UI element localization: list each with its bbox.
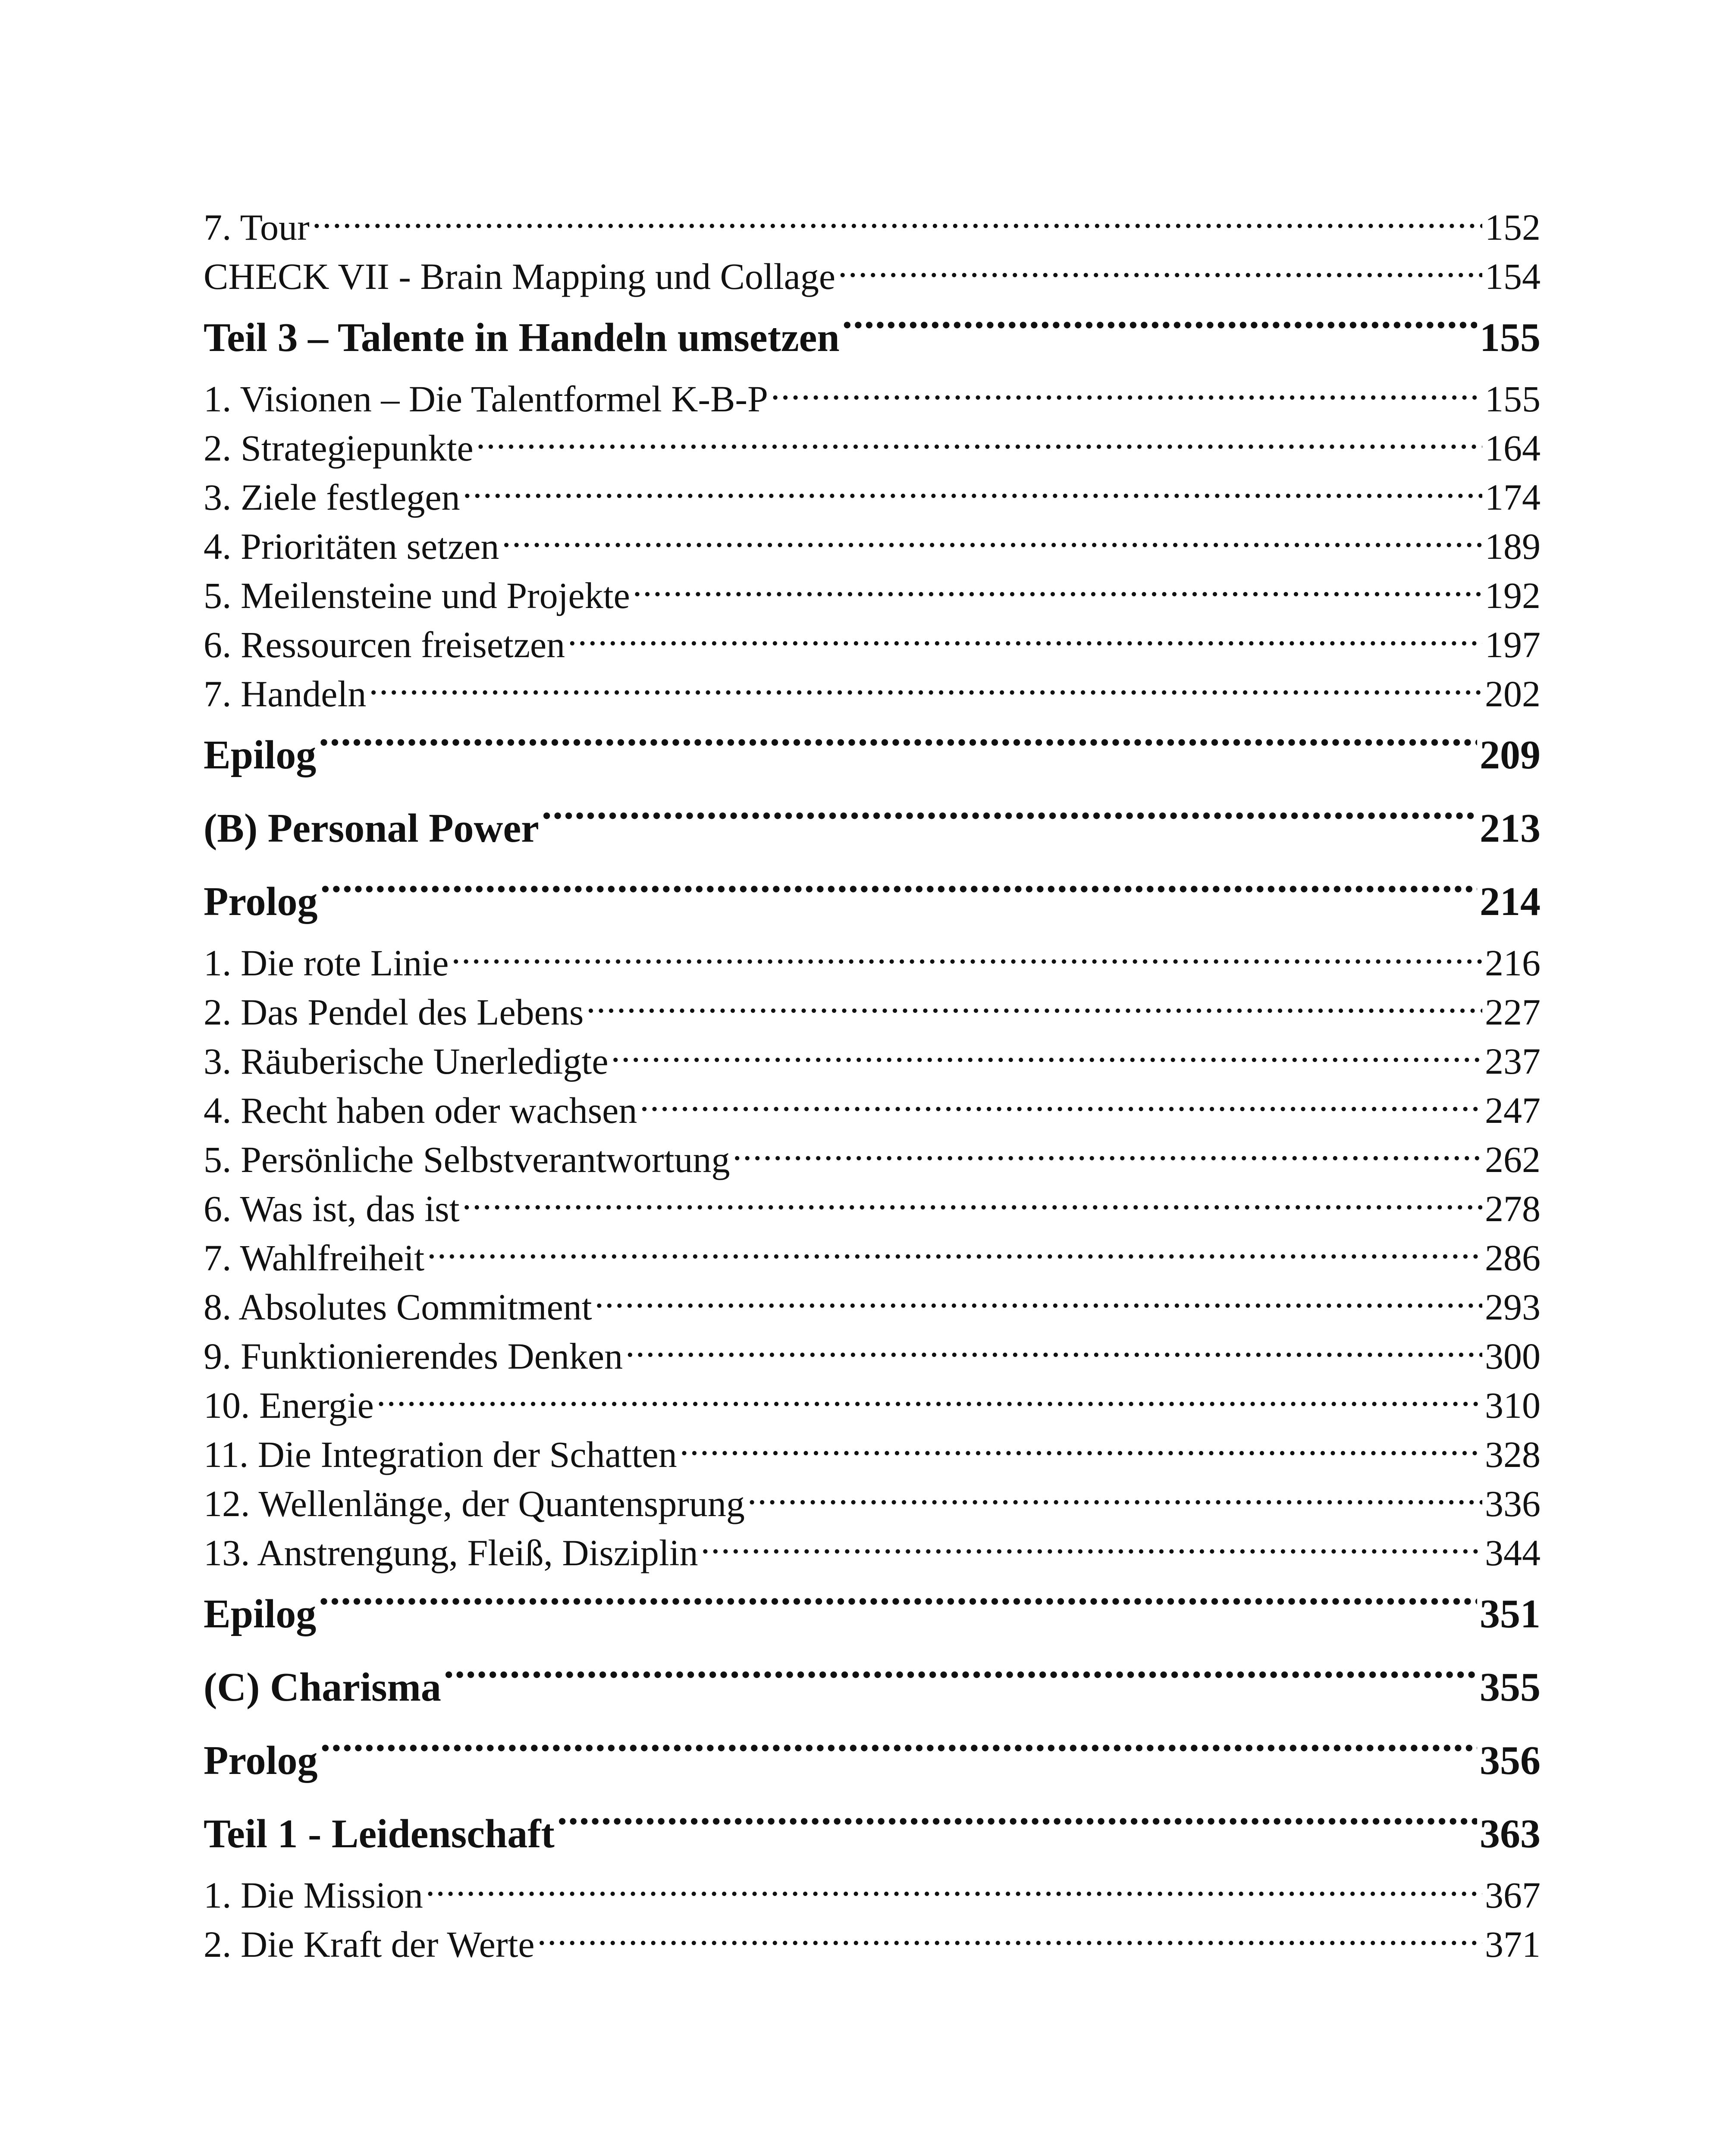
toc-entry: [204, 1086, 1541, 1135]
toc-entry-title: 1. Die rote Linie: [204, 942, 449, 984]
toc-entry-title: CHECK VII - Brain Mapping und Collage: [204, 256, 836, 297]
toc-entry-title: 4. Prioritäten setzen: [204, 526, 499, 567]
toc-entry-title: Teil 1 - Leidenschaft: [204, 1811, 555, 1856]
toc-entry-title: (B) Personal Power: [204, 806, 539, 851]
toc-entry-title: 11. Die Integration der Schatten: [204, 1434, 677, 1475]
toc-page-number: 367: [1485, 1874, 1541, 1916]
toc-page-number: 278: [1485, 1188, 1541, 1229]
toc-entry: [204, 473, 1541, 522]
table-of-contents: [204, 203, 1541, 1969]
toc-page-number: 155: [1485, 378, 1541, 420]
toc-dot-leader: [838, 252, 1482, 289]
toc-heading: [204, 865, 1541, 938]
toc-entry: [204, 522, 1541, 571]
toc-heading: [204, 301, 1541, 374]
toc-entry-title: 2. Das Pendel des Lebens: [204, 991, 584, 1033]
toc-dot-leader: [557, 1807, 1477, 1847]
toc-entry-title: 8. Absolutes Commitment: [204, 1286, 592, 1328]
toc-entry: [204, 1920, 1541, 1969]
toc-page-number: 351: [1480, 1592, 1541, 1636]
toc-entry-title: 2. Strategiepunkte: [204, 427, 474, 469]
toc-entry: [204, 1479, 1541, 1528]
toc-page-number: 293: [1485, 1286, 1541, 1328]
toc-dot-leader: [595, 1282, 1482, 1319]
toc-page-number: 209: [1480, 733, 1541, 777]
toc-entry: [204, 203, 1541, 252]
toc-page-number: 197: [1485, 624, 1541, 665]
toc-page-number: 300: [1485, 1335, 1541, 1377]
toc-dot-leader: [586, 987, 1482, 1025]
toc-entry-title: 5. Meilensteine und Projekte: [204, 575, 630, 616]
toc-entry-title: 10. Energie: [204, 1385, 374, 1426]
toc-page-number: 155: [1480, 315, 1541, 360]
toc-entry-title: 1. Visionen – Die Talentformel K-B-P: [204, 378, 768, 420]
toc-entry-title: 1. Die Mission: [204, 1874, 423, 1916]
toc-entry-title: Teil 3 – Talente in Handeln umsetzen: [204, 315, 840, 360]
toc-dot-leader: [369, 669, 1482, 706]
toc-dot-leader: [377, 1381, 1482, 1418]
toc-dot-leader: [771, 374, 1482, 411]
toc-dot-leader: [625, 1332, 1482, 1369]
toc-page-number: 237: [1485, 1040, 1541, 1082]
toc-dot-leader: [451, 938, 1482, 975]
toc-heading: [204, 1577, 1541, 1651]
toc-entry: [204, 669, 1541, 718]
toc-page-number: 214: [1480, 879, 1541, 924]
toc-entry-title: 7. Tour: [204, 207, 310, 248]
toc-dot-leader: [747, 1479, 1482, 1516]
toc-dot-leader: [611, 1037, 1482, 1074]
toc-entry: [204, 423, 1541, 473]
toc-entry-title: 5. Persönliche Selbstverantwortung: [204, 1139, 730, 1180]
toc-entry: [204, 938, 1541, 987]
toc-dot-leader: [426, 1871, 1482, 1908]
toc-entry-title: 7. Handeln: [204, 673, 367, 714]
toc-dot-leader: [320, 874, 1477, 915]
toc-entry-title: 4. Recht haben oder wachsen: [204, 1090, 637, 1131]
toc-heading: [204, 1797, 1541, 1871]
toc-dot-leader: [633, 571, 1482, 608]
toc-page-number: 154: [1485, 256, 1541, 297]
toc-page-number: 247: [1485, 1090, 1541, 1131]
toc-entry-title: 3. Räuberische Unerledigte: [204, 1040, 609, 1082]
toc-entry-title: 7. Wahlfreiheit: [204, 1237, 425, 1279]
toc-page-number: 363: [1480, 1811, 1541, 1856]
toc-entry-title: Epilog: [204, 733, 317, 777]
toc-entry-title: (C) Charisma: [204, 1665, 441, 1710]
toc-dot-leader: [542, 801, 1477, 842]
toc-entry: [204, 571, 1541, 620]
toc-page-number: 174: [1485, 476, 1541, 518]
toc-entry-title: 3. Ziele festlegen: [204, 476, 460, 518]
toc-entry: [204, 1871, 1541, 1920]
toc-page-number: 213: [1480, 806, 1541, 851]
toc-entry: [204, 252, 1541, 301]
toc-entry: [204, 1233, 1541, 1282]
toc-entry: [204, 1184, 1541, 1233]
toc-dot-leader: [476, 423, 1482, 461]
toc-dot-leader: [319, 1587, 1477, 1627]
toc-entry-title: 6. Was ist, das ist: [204, 1188, 460, 1229]
toc-heading: [204, 718, 1541, 792]
toc-entry-title: Prolog: [204, 1738, 318, 1783]
toc-page-number: 355: [1480, 1665, 1541, 1710]
toc-entry: [204, 1135, 1541, 1184]
toc-dot-leader: [319, 728, 1477, 768]
toc-entry-title: Prolog: [204, 879, 318, 924]
toc-entry: [204, 374, 1541, 423]
toc-page-number: 227: [1485, 991, 1541, 1033]
toc-dot-leader: [462, 1184, 1482, 1221]
toc-page-number: 336: [1485, 1483, 1541, 1524]
toc-dot-leader: [733, 1135, 1482, 1172]
toc-entry: [204, 1332, 1541, 1381]
toc-page-number: 192: [1485, 575, 1541, 616]
toc-dot-leader: [320, 1733, 1477, 1774]
toc-dot-leader: [568, 620, 1482, 657]
toc-dot-leader: [427, 1233, 1482, 1270]
toc-heading: [204, 792, 1541, 865]
toc-entry: [204, 1430, 1541, 1479]
toc-entry-title: 2. Die Kraft der Werte: [204, 1924, 535, 1965]
toc-entry: [204, 1282, 1541, 1332]
toc-entry-title: 6. Ressourcen freisetzen: [204, 624, 565, 665]
toc-dot-leader: [701, 1528, 1482, 1565]
toc-entry-title: 9. Funktionierendes Denken: [204, 1335, 623, 1377]
toc-page-number: 356: [1480, 1738, 1541, 1783]
toc-page-number: 286: [1485, 1237, 1541, 1279]
toc-page-number: 164: [1485, 427, 1541, 469]
toc-entry-title: 13. Anstrengung, Fleiß, Disziplin: [204, 1532, 698, 1573]
toc-heading: [204, 1724, 1541, 1797]
toc-entry: [204, 1381, 1541, 1430]
toc-dot-leader: [842, 310, 1477, 351]
toc-page-number: 262: [1485, 1139, 1541, 1180]
toc-page-number: 371: [1485, 1924, 1541, 1965]
toc-entry: [204, 1037, 1541, 1086]
toc-page-number: 344: [1485, 1532, 1541, 1573]
toc-dot-leader: [463, 473, 1482, 510]
toc-dot-leader: [680, 1430, 1482, 1467]
toc-heading: [204, 1651, 1541, 1724]
toc-dot-leader: [537, 1920, 1482, 1957]
toc-entry-title: Epilog: [204, 1592, 317, 1636]
toc-dot-leader: [640, 1086, 1482, 1123]
toc-entry: [204, 987, 1541, 1037]
toc-dot-leader: [502, 522, 1482, 559]
toc-entry: [204, 1528, 1541, 1577]
toc-entry-title: 12. Wellenlänge, der Quantensprung: [204, 1483, 745, 1524]
toc-page-number: 328: [1485, 1434, 1541, 1475]
toc-page-number: 202: [1485, 673, 1541, 714]
toc-dot-leader: [444, 1660, 1477, 1701]
toc-page-number: 216: [1485, 942, 1541, 984]
toc-dot-leader: [312, 203, 1482, 240]
toc-entry: [204, 620, 1541, 669]
toc-page-number: 189: [1485, 526, 1541, 567]
toc-page-number: 152: [1485, 207, 1541, 248]
toc-page-number: 310: [1485, 1385, 1541, 1426]
